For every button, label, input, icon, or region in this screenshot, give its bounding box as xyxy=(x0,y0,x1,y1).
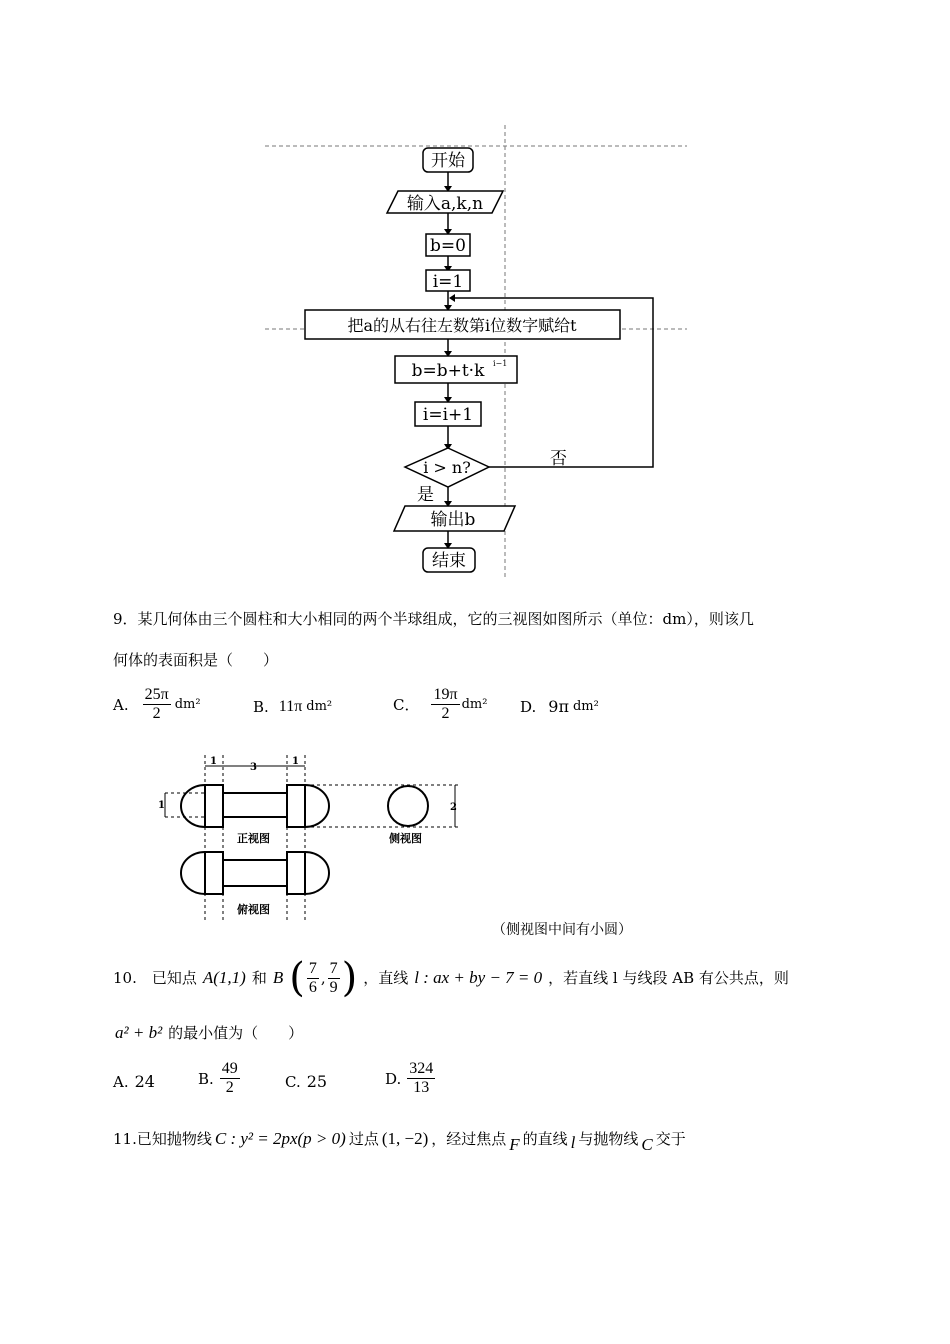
flow-no-label: 否 xyxy=(550,449,567,469)
q11-curve: C : y² = 2px(p > 0) xyxy=(214,1129,346,1148)
q9-option-b-unit: dm² xyxy=(306,699,333,714)
dim-height-left: 1 xyxy=(158,800,165,811)
flow-init-b: b=0 xyxy=(430,236,466,256)
q9-option-c-frac xyxy=(431,686,459,723)
q11-focus: F xyxy=(509,1135,520,1154)
q10-option-d[interactable] xyxy=(385,1060,435,1097)
q10-point-b-lparen: ( xyxy=(289,955,305,1001)
q10-by-num: 7 xyxy=(329,959,338,977)
q10-line1 xyxy=(113,955,789,1001)
q10-point-a: A(1,1) xyxy=(202,968,246,987)
q10-line-eq: l : ax + by − 7 = 0 xyxy=(414,968,543,987)
q9-option-a-label: A. xyxy=(113,695,129,714)
q10-option-b-den: 2 xyxy=(225,1079,234,1096)
q9-option-b[interactable] xyxy=(253,696,332,718)
flow-update-i: i=i+1 xyxy=(422,405,474,425)
q9-option-a-den: 2 xyxy=(152,705,161,722)
q9-option-a-unit: dm² xyxy=(174,696,201,712)
side-view-label: 侧视图 xyxy=(389,832,422,845)
q10-by-den: 9 xyxy=(329,978,338,996)
q10-option-b-label: B. xyxy=(198,1069,214,1088)
q9-text-line2: 何体的表面积是（ ） xyxy=(113,651,279,669)
q10-option-d-frac xyxy=(407,1060,435,1097)
q10-option-c-value: 25 xyxy=(306,1072,328,1091)
q9-option-c-label: C． xyxy=(393,695,420,714)
flow-input: 输入a,k,n xyxy=(406,194,484,214)
q11-prefix: 11.已知抛物线 xyxy=(113,1130,212,1148)
figure-caption: （侧视图中间有小圆） xyxy=(492,922,632,938)
q10-option-b-num: 49 xyxy=(221,1060,238,1077)
q11-suffix: 交于 xyxy=(655,1130,686,1148)
q10-mid: ，直线 xyxy=(363,969,409,987)
q10-suffix: ，若直线 l 与线段 AB 有公共点，则 xyxy=(548,969,789,987)
top-view xyxy=(181,852,329,894)
q9-option-c[interactable] xyxy=(393,686,487,723)
q9-option-a-frac xyxy=(143,686,171,723)
flow-update-b: b=b+t·k xyxy=(411,361,485,381)
q10-expr: a² + b² xyxy=(115,1023,163,1042)
q10-option-d-den: 13 xyxy=(413,1079,430,1096)
q10-option-a[interactable] xyxy=(113,1071,155,1093)
flow-output: 输出b xyxy=(430,510,476,530)
q9-text-line1: 9．某几何体由三个圆柱和大小相同的两个半球组成，它的三视图如图所示（单位：dm），则该几 xyxy=(113,610,754,628)
dim-mid: 3 xyxy=(250,762,257,773)
dim-left: 1 xyxy=(210,756,217,767)
q9-option-d-value: 9π xyxy=(548,697,569,716)
q11-mid3: 与抛物线 xyxy=(578,1130,639,1148)
q10-line2-text: 的最小值为（ ） xyxy=(168,1024,304,1042)
q11-through: 过点 xyxy=(348,1130,379,1148)
flowchart xyxy=(255,120,700,585)
q11-curve-name: C xyxy=(641,1135,653,1154)
q11-mid: ，经过焦点 xyxy=(431,1130,507,1148)
q9-option-c-den: 2 xyxy=(441,705,450,722)
top-view-label: 俯视图 xyxy=(237,903,270,916)
q10-option-b[interactable] xyxy=(198,1060,240,1097)
q10-prefix: 10. 已知点 xyxy=(113,969,197,987)
front-view xyxy=(181,785,329,827)
q9-option-d-unit: dm² xyxy=(572,699,599,714)
front-view-label: 正视图 xyxy=(237,832,270,845)
q10-point-b-rparen: ) xyxy=(341,955,358,1001)
q10-and: 和 xyxy=(251,969,267,987)
flow-assign: 把a的从右往左数第i位数字赋给t xyxy=(347,316,577,335)
side-view xyxy=(388,786,428,826)
q9-option-d[interactable] xyxy=(520,696,599,718)
q9-option-b-value: 11π xyxy=(278,698,303,715)
q10-option-a-label: A. xyxy=(113,1073,129,1091)
q9-option-d-label: D. xyxy=(520,698,537,716)
q10-point-b-comma: , xyxy=(320,969,326,987)
q11-mid2: 的直线 xyxy=(522,1130,568,1148)
q10-option-a-value: 24 xyxy=(134,1072,155,1091)
q10-option-d-num: 324 xyxy=(409,1060,434,1077)
q9-option-b-label: B. xyxy=(253,698,269,716)
flow-update-b-exp: i−1 xyxy=(493,359,508,368)
q9-option-a-num: 25π xyxy=(144,686,169,703)
q11-line: l xyxy=(570,1133,576,1152)
q10-option-d-label: D. xyxy=(385,1069,402,1088)
q10-option-c[interactable] xyxy=(285,1071,327,1093)
flow-end: 结束 xyxy=(432,551,466,571)
q10-bx-num: 7 xyxy=(308,959,317,977)
flow-init-i: i=1 xyxy=(432,272,464,292)
three-view-figure xyxy=(150,755,480,925)
q10-bx-frac xyxy=(307,960,319,997)
q10-bx-den: 6 xyxy=(308,978,317,996)
dim-height-right: 2 xyxy=(450,802,457,813)
q10-line2 xyxy=(115,1022,303,1044)
q11-line1 xyxy=(113,1128,686,1154)
q10-by-frac xyxy=(328,960,340,997)
dim-right: 1 xyxy=(292,756,299,767)
q9-option-c-unit: dm² xyxy=(461,696,488,712)
q9-option-a[interactable] xyxy=(113,686,201,723)
q10-option-b-frac xyxy=(220,1060,240,1097)
q11-point: (1, −2) xyxy=(381,1129,429,1148)
flow-start: 开始 xyxy=(431,151,465,171)
flow-yes-label: 是 xyxy=(417,485,434,505)
q10-point-b-name: B xyxy=(272,968,284,987)
q9-option-c-num: 19π xyxy=(433,686,458,703)
q10-option-c-label: C. xyxy=(285,1073,301,1091)
flow-condition: i > n? xyxy=(423,458,471,477)
